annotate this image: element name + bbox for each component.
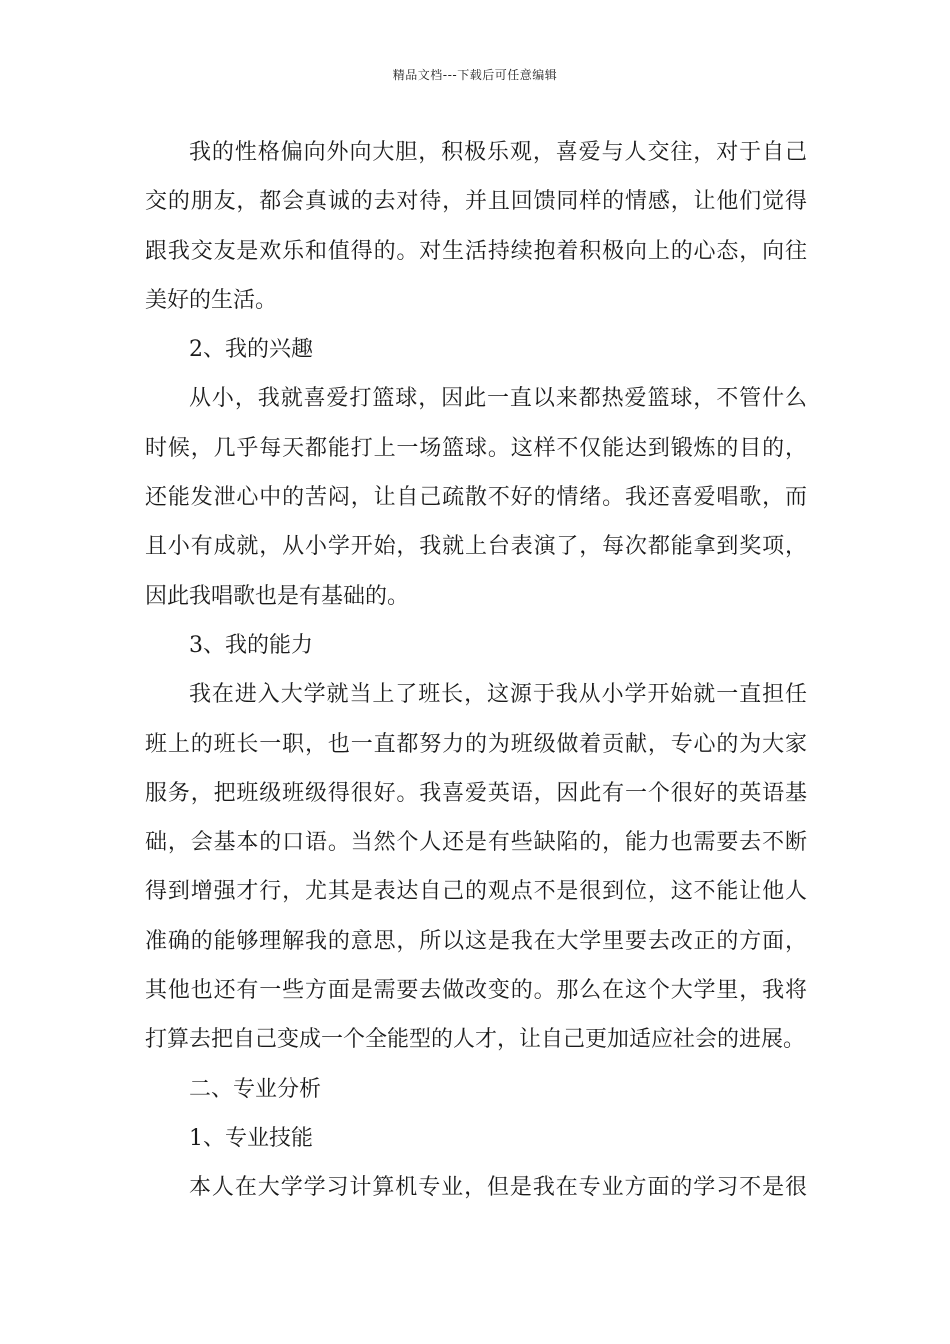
heading-text: 二、专业分析 bbox=[189, 1076, 322, 1102]
text-line: 我的性格偏向外向大胆，积极乐观，喜爱与人交往，对于自己 bbox=[189, 140, 807, 165]
text-line: 跟我交友是欢乐和值得的。对生活持续抱着积极向上的心态，向往 bbox=[145, 238, 807, 264]
heading-text: 1、专业技能 bbox=[189, 1125, 313, 1151]
text-line: 美好的生活。 bbox=[145, 287, 278, 313]
text-line: 还能发泄心中的苦闷，让自己疏散不好的情绪。我还喜爱唱歌，而 bbox=[145, 485, 807, 511]
section-heading-major-analysis bbox=[145, 1065, 807, 1114]
paragraph-personality bbox=[145, 128, 807, 325]
section-heading-major-skills bbox=[145, 1114, 807, 1163]
text-line: 且小有成就，从小学开始，我就上台表演了，每次都能拿到奖项， bbox=[145, 534, 807, 560]
paragraph-major-skills bbox=[145, 1163, 807, 1212]
text-line: 因此我唱歌也是有基础的。 bbox=[145, 583, 410, 609]
heading-text: 3、我的能力 bbox=[189, 632, 313, 658]
heading-text: 2、我的兴趣 bbox=[189, 337, 313, 363]
paragraph-interests bbox=[145, 374, 807, 620]
paragraph-abilities bbox=[145, 670, 807, 1064]
text-line: 班上的班长一职，也一直都努力的为班级做着贡献，专心的为大家 bbox=[145, 731, 807, 757]
document-body bbox=[145, 128, 807, 1213]
section-heading-abilities bbox=[145, 621, 807, 670]
text-line: 其他也还有一些方面是需要去做改变的。那么在这个大学里，我将 bbox=[145, 978, 807, 1004]
text-line: 打算去把自己变成一个全能型的人才，让自己更加适应社会的进展。 bbox=[145, 1027, 806, 1053]
section-heading-interests bbox=[145, 325, 807, 374]
text-line: 服务，把班级班级得很好。我喜爱英语，因此有一个很好的英语基 bbox=[145, 780, 807, 806]
text-line: 我在进入大学就当上了班长，这源于我从小学开始就一直担任 bbox=[189, 682, 807, 708]
text-line: 交的朋友，都会真诚的去对待，并且回馈同样的情感，让他们觉得 bbox=[145, 189, 807, 215]
text-line: 准确的能够理解我的意思，所以这是我在大学里要去改正的方面， bbox=[145, 928, 807, 954]
text-line: 从小，我就喜爱打篮球，因此一直以来都热爱篮球，不管什么 bbox=[189, 386, 807, 412]
text-line: 础，会基本的口语。当然个人还是有些缺陷的，能力也需要去不断 bbox=[145, 830, 807, 856]
text-line: 得到增强才行，尤其是表达自己的观点不是很到位，这不能让他人 bbox=[145, 879, 807, 905]
text-line: 时候，几乎每天都能打上一场篮球。这样不仅能达到锻炼的目的， bbox=[145, 435, 807, 461]
page-header: 精品文档---下载后可任意编辑 bbox=[392, 68, 558, 82]
text-line: 本人在大学学习计算机专业，但是我在专业方面的学习不是很 bbox=[189, 1175, 807, 1201]
